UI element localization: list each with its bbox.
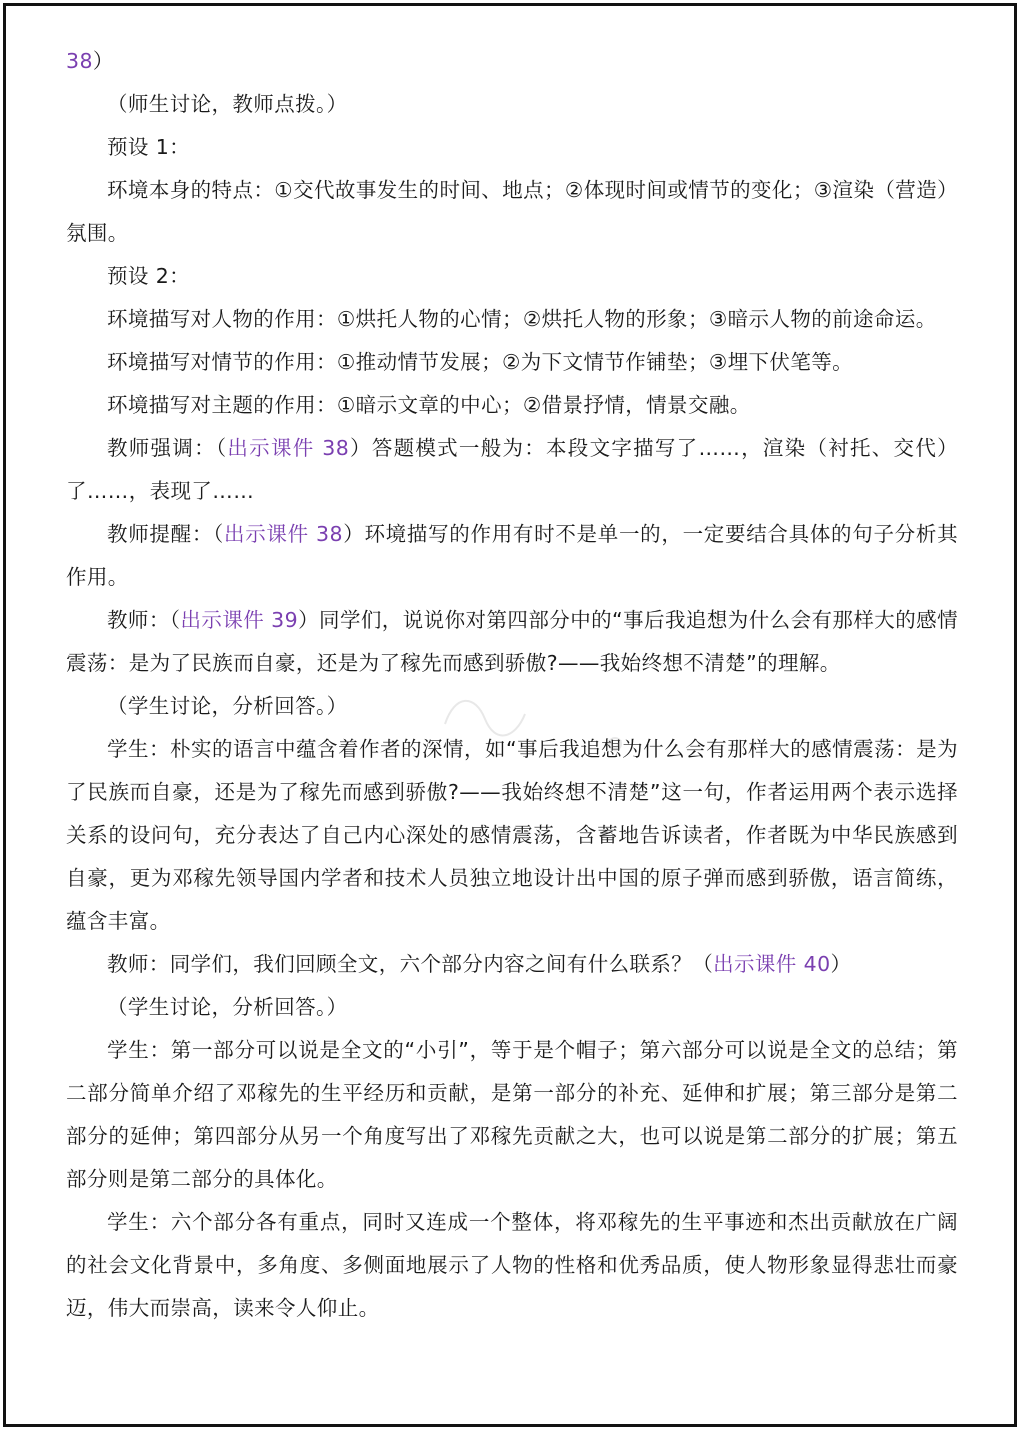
paragraph-text: （学生讨论，分析回答。） [107,694,348,718]
paragraph [66,986,958,1029]
paragraph [66,685,958,728]
paragraph [66,427,958,513]
paragraph-text: 预设 1： [107,135,191,159]
paragraph-text: 环境本身的特点：①交代故事发生的时间、地点；②体现时间或情节的变化；③渲染（营造）氛围。 [66,178,958,245]
paragraph [66,83,958,126]
paragraph [66,341,958,384]
paragraph-text: ） [830,952,852,976]
courseware-reference: 出示课件 38 [227,436,350,460]
paragraph-text: 环境描写对人物的作用：①烘托人物的心情；②烘托人物的形象；③暗示人物的前途命运。 [107,307,937,331]
paragraph-text: 学生：朴实的语言中蕴含着作者的深情，如“事后我追想为什么会有那样大的感情震荡：是为了民族而自豪，还是为了稼先而感到骄傲?——我始终想不清楚”这一句，作者运用两个表示选择关系的设问句，充分表达了自己内心深处的感情震荡，含蓄地告诉读者，作者既为中华民族感到自豪，更为邓稼先领导国内学者和技术人员独立地设计出中国的原子弹而感到骄傲，语言简练，蕴含丰富。 [66,737,958,933]
paragraph [66,384,958,427]
paragraph-text: 预设 2： [107,264,191,288]
courseware-reference: 出示课件 40 [713,952,831,976]
paragraph [66,943,958,986]
paragraph-text: ）环境描写的作用有时不是单一的，一定要结合具体的句子分析其作用。 [66,522,958,589]
paragraph-text: 学生：六个部分各有重点，同时又连成一个整体，将邓稼先的生平事迹和杰出贡献放在广阔的社会文化背景中，多角度、多侧面地展示了人物的性格和优秀品质，使人物形象显得悲壮而豪迈，伟大而崇高，读来令人仰止。 [66,1210,958,1320]
paragraph [66,1201,958,1330]
paragraph-text: 环境描写对主题的作用：①暗示文章的中心；②借景抒情，情景交融。 [107,393,751,417]
paragraph-text: ）同学们，说说你对第四部分中的“事后我追想为什么会有那样大的感情震荡：是为了民族而自豪，还是为了稼先而感到骄傲?——我始终想不清楚”的理解。 [66,608,958,675]
paragraph-text: （学生讨论，分析回答。） [107,995,348,1019]
document-body [66,40,958,1330]
paragraph-text: 教师提醒：（ [107,522,224,546]
paragraph-text: 教师：同学们，我们回顾全文，六个部分内容之间有什么联系？（ [107,952,714,976]
courseware-reference: 出示课件 39 [180,608,299,632]
courseware-reference: 38 [66,49,93,73]
paragraph-text: 教师：（ [107,608,181,632]
paragraph-text: （师生讨论，教师点拨。） [107,92,348,116]
courseware-reference: 出示课件 38 [224,522,343,546]
paragraph [66,298,958,341]
paragraph-text: 学生：第一部分可以说是全文的“小引”，等于是个帽子；第六部分可以说是全文的总结；第二部分简单介绍了邓稼先的生平经历和贡献，是第一部分的补充、延伸和扩展；第三部分是第二部分的延伸；第四部分从另一个角度写出了邓稼先贡献之大，也可以说是第二部分的扩展；第五部分则是第二部分的具体化。 [66,1038,958,1191]
paragraph [66,599,958,685]
paragraph [66,728,958,943]
paragraph [66,40,958,83]
paragraph-text: ） [92,49,114,73]
paragraph-text: 教师强调：（ [107,436,228,460]
paragraph-text: 环境描写对情节的作用：①推动情节发展；②为下文情节作铺垫；③埋下伏笔等。 [107,350,854,374]
paragraph-text: ）答题模式一般为：本段文字描写了……，渲染（衬托、交代）了……，表现了…… [66,436,958,503]
paragraph [66,169,958,255]
paragraph [66,513,958,599]
paragraph [66,126,958,169]
paragraph [66,1029,958,1201]
paragraph [66,255,958,298]
